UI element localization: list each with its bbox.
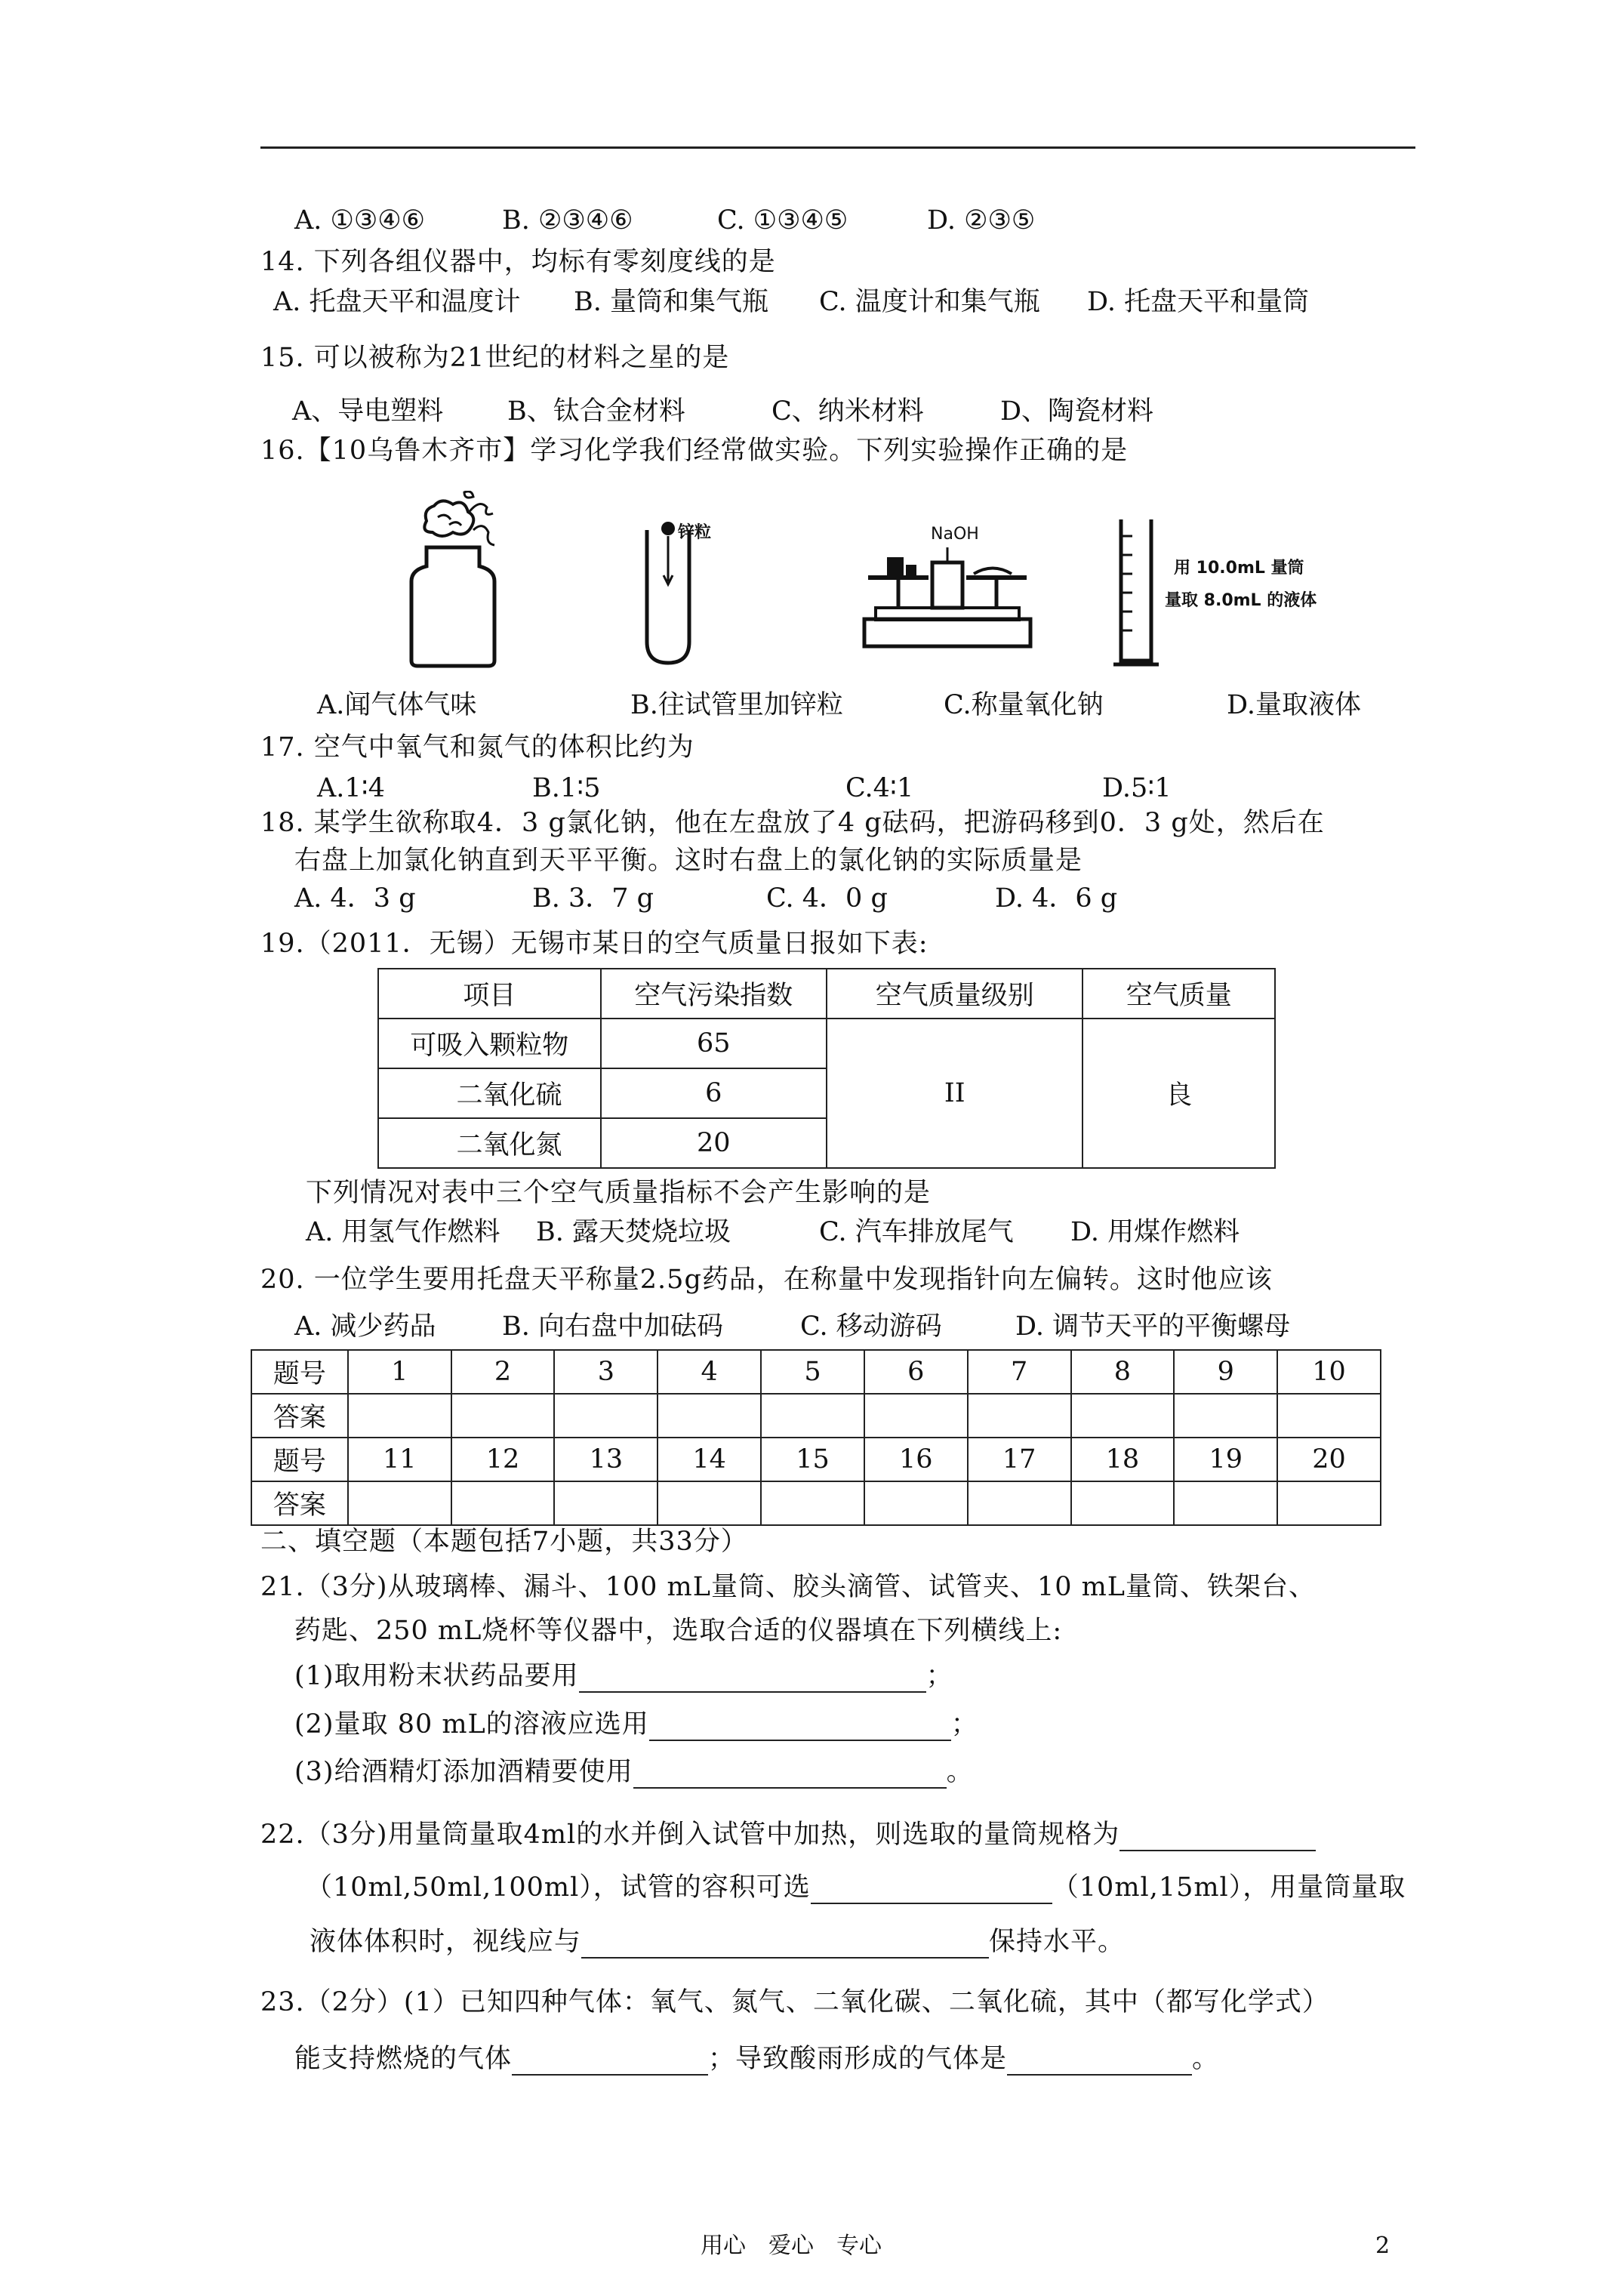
q23-line-1: 23.（2分）(1）已知四种气体：氧气、氮气、二氧化碳、二氧化硫，其中（都写化学式） xyxy=(260,1987,1329,2017)
question-number: 15 xyxy=(761,1438,864,1481)
q23-line-2: 能支持燃烧的气体 ；导致酸雨形成的气体是 。 xyxy=(294,2044,1220,2074)
table-cell-index: 20 xyxy=(601,1118,827,1168)
answer-table-label: 答案 xyxy=(251,1394,348,1438)
q21-part-2: (2)量取 80 mL的溶液应选用 ； xyxy=(294,1709,978,1740)
footer-motto: 用心 爱心 专心 xyxy=(701,2233,882,2259)
q17-option-a: A.1∶4 xyxy=(317,773,386,803)
answer-blank[interactable] xyxy=(633,1761,947,1789)
question-number: 7 xyxy=(968,1350,1071,1394)
cylinder-label-2: 量取 8.0mL 的液体 xyxy=(1165,591,1317,610)
q14-option-d: D. 托盘天平和量筒 xyxy=(1087,287,1310,317)
q16-option-c: C.称量氧化钠 xyxy=(944,690,1104,720)
answer-cell[interactable] xyxy=(968,1394,1071,1438)
answer-table-label: 题号 xyxy=(251,1350,348,1394)
q13-option-c: C. ①③④⑤ xyxy=(717,205,848,236)
q17-option-b: B.1∶5 xyxy=(532,773,601,803)
answer-cell[interactable] xyxy=(864,1394,968,1438)
q15-option-d: D、陶瓷材料 xyxy=(1000,396,1154,427)
q18-option-a: A. 4．3 g xyxy=(294,883,416,914)
answer-blank[interactable] xyxy=(811,1877,1052,1904)
question-number: 6 xyxy=(864,1350,968,1394)
answer-blank[interactable] xyxy=(581,1931,989,1959)
answer-blank[interactable] xyxy=(512,2048,708,2076)
answer-cell[interactable] xyxy=(451,1394,555,1438)
q14-option-a: A. 托盘天平和温度计 xyxy=(273,287,521,317)
answer-cell[interactable] xyxy=(554,1394,658,1438)
table-cell-quality: 良 xyxy=(1083,1019,1275,1168)
q22-line-3: 液体体积时，视线应与 保持水平。 xyxy=(310,1927,1126,1957)
q19-option-c: C. 汽车排放尾气 xyxy=(819,1217,1014,1247)
answer-cell[interactable] xyxy=(761,1394,864,1438)
question-number: 9 xyxy=(1174,1350,1277,1394)
answer-cell[interactable] xyxy=(1071,1394,1175,1438)
q14-option-b: B. 量筒和集气瓶 xyxy=(574,287,768,317)
answer-cell[interactable] xyxy=(658,1394,761,1438)
question-number: 16 xyxy=(864,1438,968,1481)
q20-stem: 20. 一位学生要用托盘天平称量2.5g药品，在称量中发现指针向左偏转。这时他应该 xyxy=(260,1265,1273,1295)
answer-blank[interactable] xyxy=(1007,2048,1192,2076)
answer-cell[interactable] xyxy=(451,1481,555,1525)
answer-cell[interactable] xyxy=(968,1481,1071,1525)
answer-blank[interactable] xyxy=(1119,1824,1316,1851)
question-number: 20 xyxy=(1277,1438,1381,1481)
q20-option-a: A. 减少药品 xyxy=(294,1311,436,1342)
test-tube-illustration xyxy=(638,521,698,668)
q21-line-2: 药匙、250 mL烧杯等仪器中，选取合适的仪器填在下列横线上: xyxy=(294,1616,1063,1646)
q15-option-a: A、导电塑料 xyxy=(292,396,444,427)
question-number: 18 xyxy=(1071,1438,1175,1481)
q20-option-b: B. 向右盘中加砝码 xyxy=(502,1311,723,1342)
answer-cell[interactable] xyxy=(1174,1481,1277,1525)
table-cell-level: II xyxy=(827,1019,1083,1168)
q16-stem: 16.【10乌鲁木齐市】学习化学我们经常做实验。下列实验操作正确的是 xyxy=(260,436,1129,466)
answer-cell[interactable] xyxy=(1277,1481,1381,1525)
q18-stem-line-2: 右盘上加氯化钠直到天平平衡。这时右盘上的氯化钠的实际质量是 xyxy=(294,846,1083,876)
question-number: 4 xyxy=(658,1350,761,1394)
answer-blank[interactable] xyxy=(649,1714,951,1741)
q17-stem: 17. 空气中氧气和氮气的体积比约为 xyxy=(260,732,694,763)
table-header: 项目 xyxy=(378,969,601,1019)
question-number: 3 xyxy=(554,1350,658,1394)
answer-table xyxy=(251,1349,1381,1526)
q19-option-a: A. 用氢气作燃料 xyxy=(306,1217,500,1247)
bottle-illustration xyxy=(389,491,521,668)
q14-option-c: C. 温度计和集气瓶 xyxy=(819,287,1040,317)
q17-option-c: C.4∶1 xyxy=(845,773,914,803)
table-header: 空气质量级别 xyxy=(827,969,1083,1019)
answer-cell[interactable] xyxy=(1277,1394,1381,1438)
q20-option-d: D. 调节天平的平衡螺母 xyxy=(1015,1311,1291,1342)
answer-cell[interactable] xyxy=(658,1481,761,1525)
answer-table-label: 题号 xyxy=(251,1438,348,1481)
q22-line-2: （10ml,50ml,100ml），试管的容积可选 （10ml,15ml），用量筒量取 xyxy=(306,1872,1406,1903)
q17-option-d: D.5∶1 xyxy=(1102,773,1172,803)
question-number: 17 xyxy=(968,1438,1071,1481)
answer-cell[interactable] xyxy=(348,1481,451,1525)
q22-line-1: 22.（3分)用量筒量取4ml的水并倒入试管中加热，则选取的量筒规格为 xyxy=(260,1818,1316,1851)
table-header: 空气质量 xyxy=(1083,969,1275,1019)
question-number: 2 xyxy=(451,1350,555,1394)
page-number: 2 xyxy=(1375,2233,1390,2259)
question-number: 1 xyxy=(348,1350,451,1394)
q15-option-b: B、钛合金材料 xyxy=(507,396,685,427)
answer-cell[interactable] xyxy=(1174,1394,1277,1438)
q16-option-a: A.闻气体气味 xyxy=(317,690,477,720)
q19-option-b: B. 露天焚烧垃圾 xyxy=(536,1217,731,1247)
answer-cell[interactable] xyxy=(864,1481,968,1525)
cylinder-illustration xyxy=(1110,513,1163,672)
q21-part-1: (1)取用粉末状药品要用 ； xyxy=(294,1661,953,1691)
question-number: 8 xyxy=(1071,1350,1175,1394)
answer-blank[interactable] xyxy=(579,1666,926,1693)
question-number: 10 xyxy=(1277,1350,1381,1394)
q18-option-b: B. 3．7 g xyxy=(532,883,654,914)
air-quality-table xyxy=(377,968,1276,1169)
answer-cell[interactable] xyxy=(761,1481,864,1525)
zinc-label: 锌粒 xyxy=(678,523,712,542)
q21-part-3: (3)给酒精灯添加酒精要使用 。 xyxy=(294,1757,974,1787)
table-header: 空气污染指数 xyxy=(601,969,827,1019)
question-number: 12 xyxy=(451,1438,555,1481)
answer-cell[interactable] xyxy=(554,1481,658,1525)
q19-stem: 19.（2011．无锡）无锡市某日的空气质量日报如下表: xyxy=(260,929,929,959)
table-cell-index: 65 xyxy=(601,1019,827,1068)
q13-option-b: B. ②③④⑥ xyxy=(502,205,633,236)
q14-stem: 14. 下列各组仪器中，均标有零刻度线的是 xyxy=(260,247,776,277)
q19-stem-2: 下列情况对表中三个空气质量指标不会产生影响的是 xyxy=(306,1178,932,1208)
balance-illustration xyxy=(853,544,1042,649)
question-number: 11 xyxy=(348,1438,451,1481)
q15-option-c: C、纳米材料 xyxy=(771,396,924,427)
q18-option-d: D. 4．6 g xyxy=(995,883,1118,914)
q19-option-d: D. 用煤作燃料 xyxy=(1070,1217,1240,1247)
q15-stem: 15. 可以被称为21世纪的材料之星的是 xyxy=(260,343,730,373)
question-number: 14 xyxy=(658,1438,761,1481)
q20-option-c: C. 移动游码 xyxy=(800,1311,942,1342)
q18-option-c: C. 4．0 g xyxy=(766,883,888,914)
q16-option-d: D.量取液体 xyxy=(1227,690,1361,720)
naoh-label: NaOH xyxy=(931,525,979,544)
table-cell-item: 二氧化硫 xyxy=(378,1068,601,1118)
header-rule xyxy=(260,146,1415,149)
question-number: 5 xyxy=(761,1350,864,1394)
answer-cell[interactable] xyxy=(1071,1481,1175,1525)
table-cell-item: 二氧化氮 xyxy=(378,1118,601,1168)
section-heading: 二、填空题（本题包括7小题，共33分） xyxy=(260,1527,748,1557)
answer-cell[interactable] xyxy=(348,1394,451,1438)
q13-option-d: D. ②③⑤ xyxy=(927,205,1036,236)
answer-table-label: 答案 xyxy=(251,1481,348,1525)
table-cell-index: 6 xyxy=(601,1068,827,1118)
q13-option-a: A. ①③④⑥ xyxy=(294,205,426,236)
question-number: 13 xyxy=(554,1438,658,1481)
q16-option-b: B.往试管里加锌粒 xyxy=(630,690,843,720)
q18-stem-line-1: 18. 某学生欲称取4．3 g氯化钠，他在左盘放了4 g砝码，把游码移到0．3 g处，然后在 xyxy=(260,808,1325,838)
q21-line-1: 21.（3分)从玻璃棒、漏斗、100 mL量筒、胶头滴管、试管夹、10 mL量筒、铁架台、 xyxy=(260,1572,1317,1602)
question-number: 19 xyxy=(1174,1438,1277,1481)
table-cell-item: 可吸入颗粒物 xyxy=(378,1019,601,1068)
cylinder-label-1: 用 10.0mL 量筒 xyxy=(1174,559,1304,578)
